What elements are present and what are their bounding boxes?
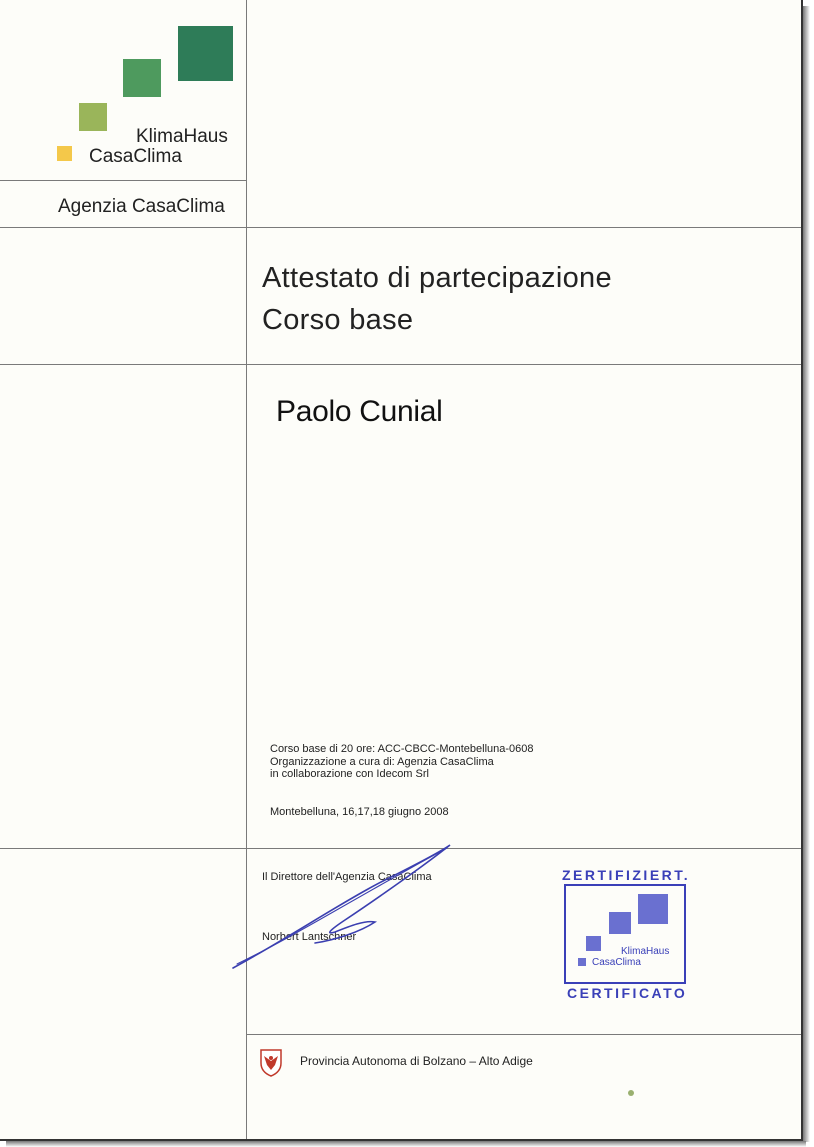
title-line: Attestato di partecipazione [262, 262, 612, 294]
stamp-frame [564, 884, 686, 984]
logo-square-lightgreen [79, 103, 107, 131]
stamp-bottom-text: CERTIFICATO [567, 985, 688, 1001]
stamp-square-medium [586, 936, 601, 951]
course-partner: in collaborazione con Idecom Srl [270, 768, 429, 780]
page-shadow-bottom [6, 1141, 806, 1147]
logo-text-klimahaus: KlimaHaus [136, 126, 228, 147]
course-date: Montebelluna, 16,17,18 giugno 2008 [270, 806, 449, 818]
stamp-square-large [609, 912, 631, 934]
logo-square-darkgreen [178, 26, 233, 81]
stamp-square-xlarge [638, 894, 668, 924]
logo-text-casaclima: CasaClima [89, 146, 182, 167]
stamp-square-small [578, 958, 586, 966]
divider-title [0, 364, 801, 365]
divider-footer [246, 1034, 801, 1035]
agency-name: Agenzia CasaClima [58, 196, 225, 217]
stamp-top-text: ZERTIFIZIERT. [562, 867, 691, 883]
logo-square-green [123, 59, 161, 97]
recipient-name: Paolo Cunial [276, 395, 443, 428]
handwritten-signature [225, 840, 465, 975]
divider-header [0, 227, 801, 228]
logo-square-yellow [57, 146, 72, 161]
certificate-title [262, 257, 612, 341]
director-role: Il Direttore dell'Agenzia CasaClima [262, 871, 432, 883]
stamp-text-casaclima: CasaClima [592, 957, 641, 968]
page-shadow-right [803, 6, 810, 1142]
divider-logo [0, 180, 246, 181]
subtitle-line: Corso base [262, 304, 414, 336]
paper-speck [628, 1090, 634, 1096]
signer-name: Norbert Lantschner [262, 931, 357, 943]
province-name: Provincia Autonoma di Bolzano – Alto Adige [300, 1054, 533, 1068]
province-crest-icon [260, 1049, 282, 1077]
course-details [270, 743, 534, 781]
course-code: Corso base di 20 ore: ACC-CBCC-Montebelluna-0608 [270, 743, 534, 755]
course-organizer: Organizzazione a cura di: Agenzia CasaClima [270, 755, 494, 768]
stamp-text-klimahaus: KlimaHaus [621, 946, 670, 957]
